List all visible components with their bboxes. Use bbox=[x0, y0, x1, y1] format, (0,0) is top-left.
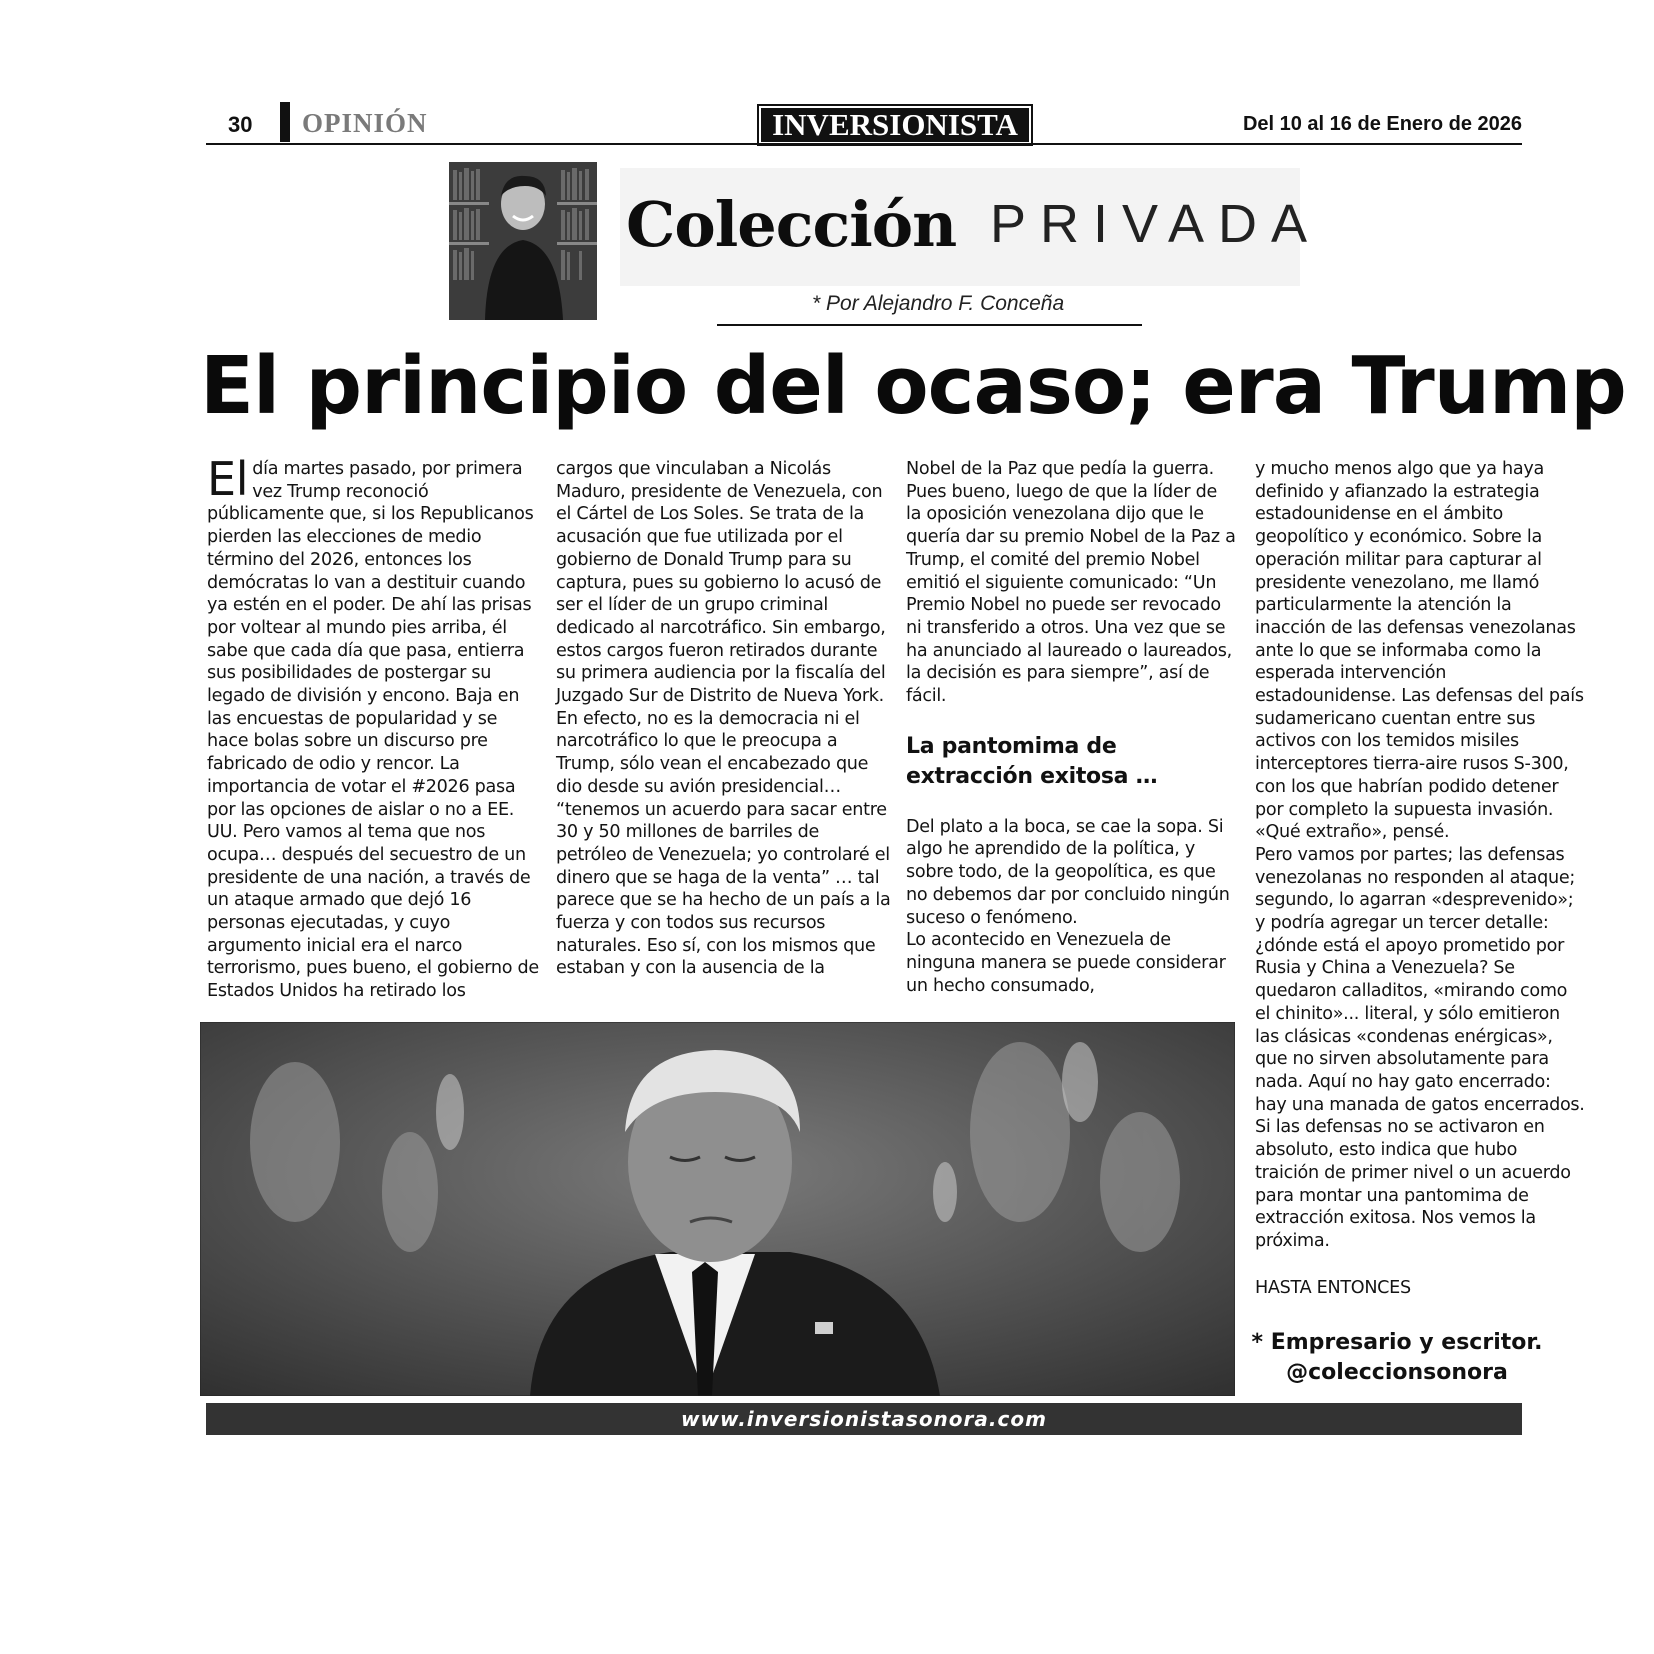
article-paragraph: En efecto, no es la democracia ni el narcotráfico lo que le preocupa a Trump, sólo vean el encabezado que dio desde su avión presidencial… “tenemos un acuerdo para sacar entre 30 y 50 millones de barriles de petróleo de Venezuela; yo controlaré el dinero que se haga de la venta” … tal parece que se ha hecho de un país a la fuerza y con todos sus recursos naturales. Eso sí, con los mismos que estaban y con la ausencia de la bbox=[556, 708, 891, 979]
footer-url[interactable]: www.inversionistasonora.com bbox=[681, 1407, 1047, 1431]
article-column-3 bbox=[906, 458, 1236, 997]
author-note bbox=[1232, 1328, 1562, 1388]
author-note-handle: @coleccionsonora bbox=[1286, 1360, 1508, 1385]
article-photo bbox=[200, 1022, 1235, 1396]
article-signoff: HASTA ENTONCES bbox=[1255, 1277, 1411, 1298]
article-paragraph: Del plato a la boca, se cae la sopa. Si algo he aprendido de la política, y sobre todo, de la geopolítica, es que no debemos dar por concluido ningún suceso o fenómeno. bbox=[906, 816, 1230, 928]
masthead-logo: INVERSIONISTA bbox=[757, 104, 1033, 146]
article-photo-illustration bbox=[200, 1022, 1235, 1396]
column-brand-title: Colección bbox=[626, 188, 957, 261]
section-divider bbox=[280, 102, 290, 142]
article-column-1 bbox=[207, 452, 542, 1003]
dropcap: El bbox=[207, 452, 249, 506]
article-paragraph: día martes pasado, por primera vez Trump reconoció públicamente que, si los Republicanos pierden las elecciones de medio término del 2026, entonces los demócratas lo van a destituir cuando ya estén en el poder. De ahí las prisas por voltear al mundo pies arriba, él sabe que cada día que pasa, entierra sus posibilidades de postergar su legado de división y encono. Baja en las encuestas de popularidad y se hace bolas sobre un discurso pre fabricado de odio y rencor. La importancia de votar el #2026 pasa por las opciones de aislar o no a EE. UU. Pero vamos al tema que nos ocupa… después del secuestro de un presidente de una nación, a través de un ataque armado que dejó 16 personas ejecutadas, y cuyo argumento inicial era el narco terrorismo, pues bueno, el gobierno de Estados Unidos ha retirado los bbox=[207, 459, 539, 1002]
article-paragraph: Nobel de la Paz que pedía la guerra. Pues bueno, luego de que la líder de la oposición venezolana dijo que le quería dar su premio Nobel de la Paz a Trump, el comité del premio Nobel emitió el siguiente comunicado: “Un Premio Nobel no puede ser revocado ni transferido a otros. Una vez que se ha anunciado al laureado o laureados, la decisión es para siempre”, así de fácil. bbox=[906, 459, 1236, 707]
article-paragraph: y mucho menos algo que ya haya definido y afianzado la estrategia estadounidense en el ámbito geopolítico y económico. Sobre la operación militar para capturar al presidente venezolano, me llamó particularmente la atención la inacción de las defensas venezolanas ante lo que se informaba como la esperada intervención estadounidense. Las defensas del país sudamericano cuentan entre sus activos con los temidos misiles interceptores tierra-aire rusos S-300, con los que habrían podido detener por completo la supuesta invasión. «Qué extraño», pensé. bbox=[1255, 459, 1584, 843]
article-paragraph: Pero vamos por partes; las defensas venezolanas no responden al ataque; segundo, lo agarran «desprevenido»; y podría agregar un tercer detalle: ¿dónde está el apoyo prometido por Rusia y China a Venezuela? Se quedaron calladitos, «mirando como el chinito»... literal, y sólo emitieron las clásicas «condenas enérgicas», que no sirven absolutamente para nada. Aquí no hay gato encerrado: hay una manada de gatos encerrados. Si las defensas no se activaron en absoluto, esto indica que hubo traición de primer nivel o un acuerdo para montar una pantomima de extracción exitosa. Nos vemos la próxima. bbox=[1255, 844, 1585, 1251]
article-column-2 bbox=[556, 458, 891, 980]
author-photo bbox=[449, 162, 597, 320]
article-paragraph: Lo acontecido en Venezuela de ninguna manera se puede considerar un hecho consumado, bbox=[906, 930, 1226, 996]
article-column-4 bbox=[1255, 458, 1585, 1299]
author-note-role: * Empresario y escritor. bbox=[1251, 1330, 1543, 1355]
page-number: 30 bbox=[228, 112, 253, 137]
edition-date: Del 10 al 16 de Enero de 2026 bbox=[1242, 113, 1522, 135]
column-brand-subtitle: PRIVADA bbox=[990, 194, 1322, 254]
article-subhead: La pantomima de extracción exitosa … bbox=[906, 733, 1158, 789]
byline-rule bbox=[717, 324, 1142, 326]
section-name: OPINIÓN bbox=[302, 108, 428, 138]
byline: * Por Alejandro F. Conceña bbox=[812, 292, 1065, 315]
footer-bar bbox=[206, 1403, 1522, 1435]
header-rule bbox=[206, 143, 1522, 145]
article-paragraph: cargos que vinculaban a Nicolás Maduro, presidente de Venezuela, con el Cártel de Los Soles. Se trata de la acusación que fue utilizada por el gobierno de Donald Trump para su captura, pues su gobierno lo acusó de ser el líder de un grupo criminal dedicado al narcotráfico. Sin embargo, estos cargos fueron retirados durante su primera audiencia por la fiscalía del Juzgado Sur de Distrito de Nueva York. bbox=[556, 459, 886, 707]
headline: El principio del ocaso; era Trump bbox=[200, 340, 1626, 432]
author-portrait-illustration bbox=[449, 162, 597, 320]
